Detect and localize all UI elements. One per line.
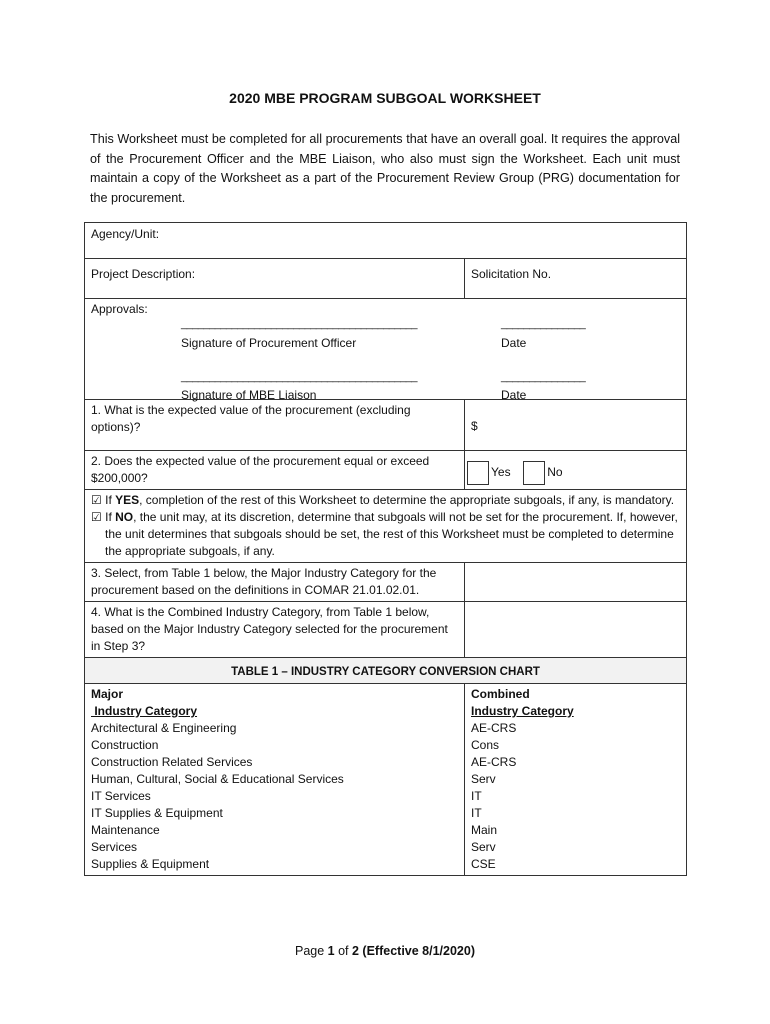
- combined-category-item: IT: [471, 789, 482, 803]
- major-category-item: IT Supplies & Equipment: [91, 806, 223, 820]
- agency-label: Agency/Unit:: [91, 227, 160, 241]
- approvals-row: [85, 299, 687, 400]
- po-date-label: Date: [501, 336, 527, 350]
- table1-title: TABLE 1 – INDUSTRY CATEGORY CONVERSION CHART: [85, 658, 687, 684]
- checked-box-icon: ☑: [91, 493, 102, 507]
- agency-row: [85, 223, 687, 259]
- major-category-item: Construction: [91, 738, 159, 752]
- yes-word: YES: [115, 493, 140, 507]
- yes-label: Yes: [491, 465, 511, 480]
- question-1-answer-field[interactable]: $: [465, 400, 687, 451]
- po-date-line[interactable]: _______________: [501, 318, 586, 330]
- question-4: 4. What is the Combined Industry Category, from Table 1 below, based on the Major Industry Category selected for the procurement in Step 3?: [85, 602, 465, 658]
- footer-effective: (Effective 8/1/2020): [358, 944, 475, 958]
- page-footer: [0, 944, 770, 958]
- yes-instruction-prefix: If: [105, 493, 116, 507]
- po-signature-line[interactable]: __________________________________________: [181, 318, 417, 330]
- combined-category-item: Serv: [471, 772, 496, 786]
- combined-category-item: Cons: [471, 738, 500, 752]
- agency-field[interactable]: [85, 223, 687, 259]
- approvals-section: [85, 299, 686, 402]
- no-instruction-prefix: If: [105, 510, 116, 524]
- question-3-row: [85, 563, 687, 602]
- no-word: NO: [115, 510, 134, 524]
- no-checkbox[interactable]: [523, 461, 545, 485]
- combined-header-line1: Combined: [471, 687, 530, 701]
- liaison-signature-label: Signature of MBE Liaison: [181, 388, 317, 402]
- solicitation-field[interactable]: [465, 259, 687, 299]
- yes-instruction: [91, 492, 680, 509]
- question-4-answer-field[interactable]: [465, 602, 687, 658]
- major-category-item: Maintenance: [91, 823, 160, 837]
- question-4-row: [85, 602, 687, 658]
- major-header-line2: Industry Category: [91, 704, 198, 718]
- footer-page-total: 2: [352, 944, 359, 958]
- yes-checkbox[interactable]: [467, 461, 489, 485]
- project-description-field[interactable]: [85, 259, 465, 299]
- question-2-row: [85, 451, 687, 490]
- question-1-row: [85, 400, 687, 451]
- question-1: 1. What is the expected value of the procurement (excluding options)?: [85, 400, 465, 451]
- major-category-item: Construction Related Services: [91, 755, 253, 769]
- po-signature-label: Signature of Procurement Officer: [181, 336, 357, 350]
- combined-category-item: Main: [471, 823, 498, 837]
- project-description-label: Project Description:: [91, 267, 196, 281]
- footer-page-word: Page: [295, 944, 328, 958]
- combined-category-item: Serv: [471, 840, 496, 854]
- combined-category-item: AE-CRS: [471, 721, 517, 735]
- combined-category-item: CSE: [471, 857, 496, 871]
- table1-body: [85, 684, 687, 876]
- no-instruction: [91, 509, 680, 560]
- no-instruction-text: , the unit may, at its discretion, determine that subgoals will not be set for the procurement. If, however, the unit determines that subgoals should be set, the rest of this Worksheet must be completed to determine the appropriate subgoals, if any.: [105, 510, 678, 558]
- major-category-item: Architectural & Engineering: [91, 721, 237, 735]
- combined-category-item: IT: [471, 806, 482, 820]
- question-3: 3. Select, from Table 1 below, the Major Industry Category for the procurement based on the definitions in COMAR 21.01.02.01.: [85, 563, 465, 602]
- combined-category-list: [471, 720, 680, 873]
- combined-category-column: [465, 684, 687, 876]
- question-2-answer: [465, 451, 687, 490]
- approvals-label: Approvals:: [91, 302, 148, 316]
- major-category-list: [91, 720, 458, 873]
- table1-title-row: [85, 658, 687, 684]
- major-category-item: Human, Cultural, Social & Educational Services: [91, 772, 344, 786]
- major-category-column: [85, 684, 465, 876]
- liaison-date-line[interactable]: _______________: [501, 371, 586, 383]
- no-label: No: [547, 465, 563, 480]
- major-category-item: IT Services: [91, 789, 151, 803]
- major-header-line1: Major: [91, 687, 124, 701]
- intro-paragraph: This Worksheet must be completed for all procurements that have an overall goal. It requires the approval of the Procurement Officer and the MBE Liaison, who also must sign the Worksheet. Each unit must maintain a copy of the Worksheet as a part of the Procurement Review Group (PRG) documentation for the procurement.: [90, 132, 680, 205]
- yes-instruction-text: , completion of the rest of this Worksheet to determine the appropriate subgoals, if any, is mandatory.: [139, 493, 675, 507]
- instructions: [85, 490, 687, 563]
- question-3-answer-field[interactable]: [465, 563, 687, 602]
- instructions-row: [85, 490, 687, 563]
- combined-header-line2: Industry Category: [471, 704, 574, 718]
- worksheet-form: [84, 222, 687, 876]
- liaison-signature-line[interactable]: __________________________________________: [181, 371, 417, 383]
- checked-box-icon: ☑: [91, 510, 102, 524]
- liaison-date-label: Date: [501, 388, 527, 402]
- footer-of-word: of: [334, 944, 352, 958]
- major-category-item: Supplies & Equipment: [91, 857, 210, 871]
- footer-page-num: 1: [327, 944, 335, 958]
- major-category-item: Services: [91, 840, 138, 854]
- page-title: 2020 MBE PROGRAM SUBGOAL WORKSHEET: [229, 90, 541, 106]
- solicitation-label: Solicitation No.: [471, 267, 552, 281]
- combined-category-item: AE-CRS: [471, 755, 517, 769]
- question-2: 2. Does the expected value of the procurement equal or exceed $200,000?: [85, 451, 465, 490]
- project-row: [85, 259, 687, 299]
